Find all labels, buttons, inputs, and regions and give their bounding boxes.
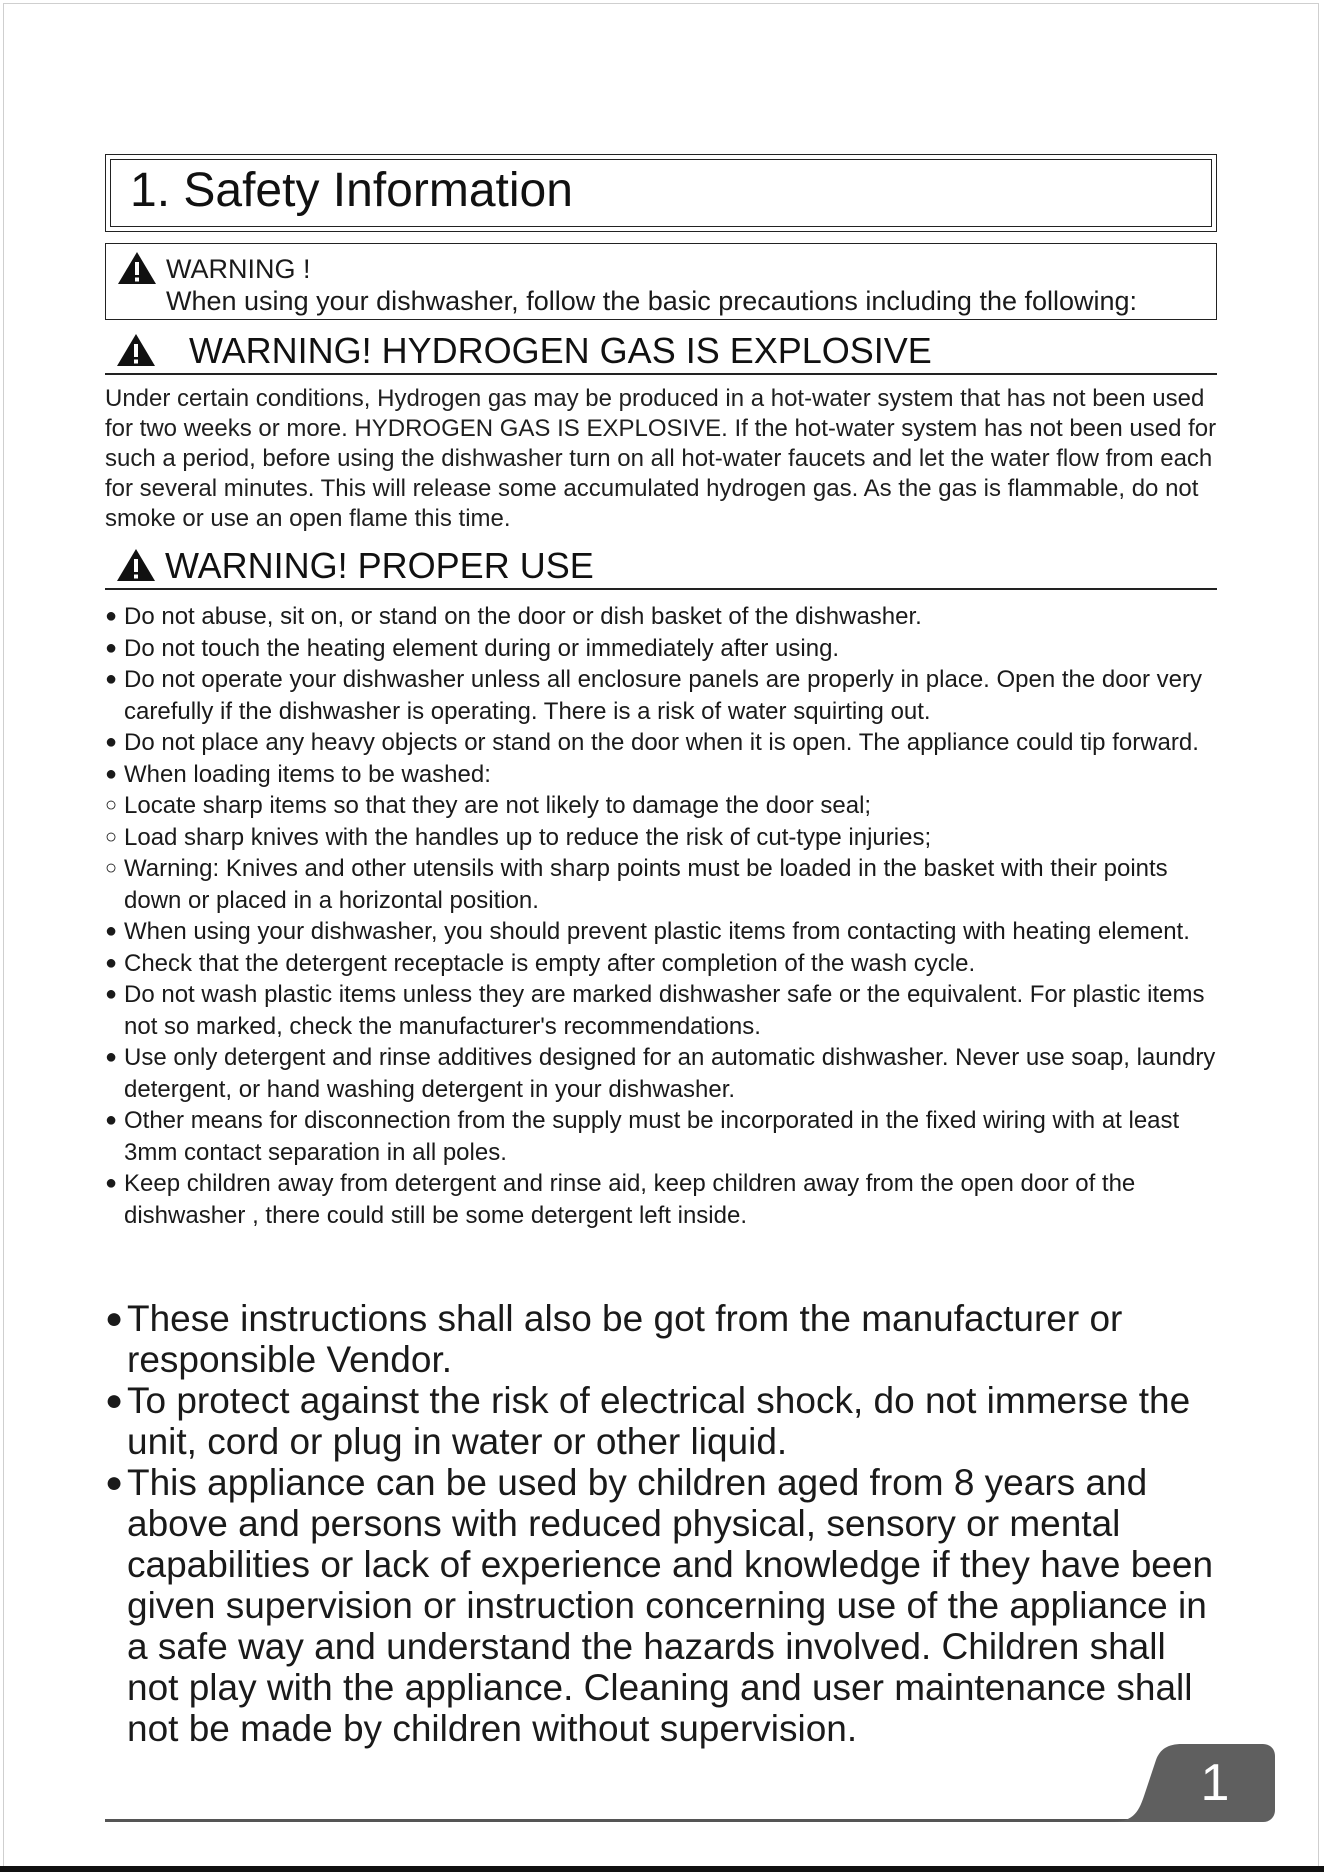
proper-use-heading-text: WARNING! PROPER USE (165, 545, 594, 586)
list-item-text: Do not abuse, sit on, or stand on the door or dish basket of the dishwasher. (124, 603, 922, 630)
bullet-icon: ● (105, 1172, 118, 1194)
hydrogen-section-heading (105, 330, 1217, 375)
bullet-icon: ● (105, 668, 118, 690)
list-item (105, 727, 1217, 759)
list-item (105, 853, 1217, 916)
list-item (105, 1042, 1217, 1105)
hydrogen-paragraph: Under certain conditions, Hydrogen gas may be produced in a hot-water system that has not been used for two weeks or more. HYDROGEN GAS IS EXPLOSIVE. If the hot-water system has not been used for such a period, before using the dishwasher turn on all hot-water faucets and let the water flow from each for several minutes. This will release some accumulated hydrogen gas. As the gas is flammable, do not smoke or use an open flame this time. (105, 385, 1217, 532)
list-item-text: Use only detergent and rinse additives designed for an automatic dishwasher. Never use soap, laundry detergent, or hand washing detergent in your dishwasher. (124, 1044, 1216, 1103)
bullet-icon: ● (105, 1384, 124, 1417)
list-item-text: Do not touch the heating element during or immediately after using. (124, 634, 840, 662)
warning-box-title: WARNING ! (166, 254, 311, 284)
bullet-icon: ● (105, 951, 118, 974)
hydrogen-heading-text: WARNING! HYDROGEN GAS IS EXPLOSIVE (189, 330, 932, 371)
bullet-icon: ● (105, 762, 118, 785)
bullet-icon: ● (105, 983, 118, 1005)
list-item-text: Other means for disconnection from the supply must be incorporated in the fixed wiring with at least 3mm contact separation in all poles. (124, 1107, 1180, 1166)
list-item-text: Keep children away from detergent and rinse aid, keep children away from the open door of the dishwasher , there could still be some detergent left inside. (124, 1170, 1136, 1229)
footer-rule (105, 1819, 1185, 1822)
list-item-text: When using your dishwasher, you should prevent plastic items from contacting with heating element. (124, 918, 1190, 945)
hollow-bullet-icon: ○ (105, 825, 118, 848)
list-item-text: Load sharp knives with the handles up to reduce the risk of cut-type injuries; (124, 823, 932, 851)
list-item (105, 1105, 1217, 1168)
list-item-text: Do not operate your dishwasher unless all enclosure panels are properly in place. Open the door very carefully if the dishwasher is operating. There is a risk of water squirting out. (124, 666, 1202, 725)
list-item-text: Do not place any heavy objects or stand on the door when it is open. The appliance could tip forward. (124, 729, 1199, 756)
bullet-icon: ● (105, 1109, 118, 1131)
list-item (105, 1298, 1217, 1380)
list-item (105, 790, 1217, 822)
list-item (105, 759, 1217, 791)
list-item-text: Do not wash plastic items unless they are marked dishwasher safe or the equivalent. For plastic items not so marked, check the manufacturer's recommendations. (124, 981, 1205, 1040)
list-item (105, 822, 1217, 854)
proper-use-section-heading (105, 545, 1217, 590)
list-item (105, 1168, 1217, 1231)
hollow-bullet-icon: ○ (105, 794, 118, 816)
proper-use-list (105, 601, 1217, 1231)
bullet-icon: ● (105, 636, 118, 659)
page-number: 1 (1200, 1754, 1230, 1812)
page-title: 1. Safety Information (130, 164, 573, 217)
list-item-text: These instructions shall also be got from the manufacturer or responsible Vendor. (127, 1298, 1123, 1380)
list-item (105, 664, 1217, 727)
list-item-text: To protect against the risk of electrical shock, do not immerse the unit, cord or plug in water or other liquid. (127, 1380, 1191, 1462)
title-box (105, 154, 1217, 232)
bullet-icon: ● (105, 605, 118, 627)
large-instructions-list (105, 1298, 1217, 1749)
bullet-icon: ● (105, 1466, 124, 1499)
list-item (105, 1380, 1217, 1462)
list-item-text: When loading items to be washed: (124, 760, 491, 788)
list-item-text: This appliance can be used by children aged from 8 years and above and persons with reduced physical, sensory or mental capabilities or lack of experience and knowledge if they have been given supervision or instruction concerning use of the appliance in a safe way and understand the hazards involved. Children shall not play with the appliance. Cleaning and user maintenance shall not be made by children without supervision. (127, 1462, 1214, 1749)
warning-triangle-icon (115, 547, 157, 583)
list-item (105, 601, 1217, 633)
list-item (105, 948, 1217, 980)
list-item-text: Locate sharp items so that they are not likely to damage the door seal; (124, 792, 872, 819)
hollow-bullet-icon: ○ (105, 857, 118, 879)
list-item-text: Check that the detergent receptacle is empty after completion of the wash cycle. (124, 949, 976, 977)
list-item (105, 1462, 1217, 1749)
list-item (105, 979, 1217, 1042)
warning-box-text: When using your dishwasher, follow the basic precautions including the following: (166, 286, 1138, 316)
warning-triangle-icon (116, 250, 158, 286)
list-item (105, 633, 1217, 665)
bullet-icon: ● (105, 1302, 124, 1335)
bottom-edge (0, 1866, 1324, 1872)
list-item-text: Warning: Knives and other utensils with sharp points must be loaded in the basket with their points down or placed in a horizontal position. (124, 855, 1168, 914)
list-item (105, 916, 1217, 948)
warning-box (105, 243, 1217, 320)
warning-triangle-icon (115, 332, 157, 368)
bullet-icon: ● (105, 731, 118, 753)
bullet-icon: ● (105, 920, 118, 942)
bullet-icon: ● (105, 1046, 118, 1068)
